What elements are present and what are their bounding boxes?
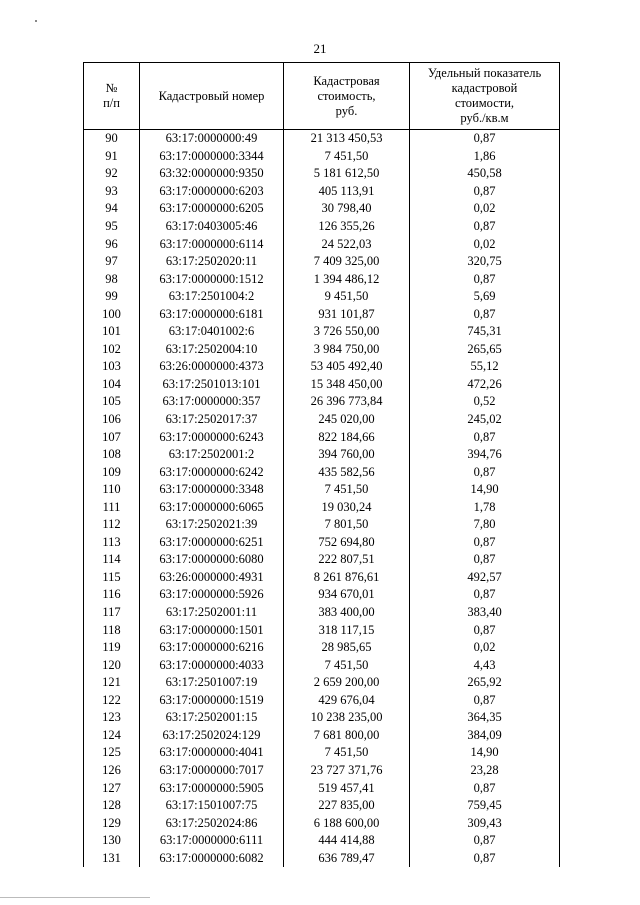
- table-row: [84, 779, 560, 797]
- cadastral-number-cell: 63:17:0000000:4033: [140, 656, 284, 674]
- specific-index-cell: 1,86: [410, 148, 560, 166]
- header-specific-index: Удельный показатель кадастровой стоимости, руб./кв.м: [410, 63, 560, 130]
- table-header: [84, 63, 560, 130]
- row-number-cell: 115: [84, 569, 140, 587]
- cadastral-number-cell: 63:32:0000000:9350: [140, 165, 284, 183]
- cadastral-cost-cell: 3 984 750,00: [284, 341, 410, 359]
- row-number-cell: 129: [84, 814, 140, 832]
- specific-index-cell: 0,87: [410, 832, 560, 850]
- table-row: [84, 130, 560, 148]
- cadastral-number-cell: 63:17:2502001:2: [140, 446, 284, 464]
- specific-index-cell: 0,87: [410, 218, 560, 236]
- table-row: [84, 481, 560, 499]
- cadastral-cost-cell: 934 670,01: [284, 586, 410, 604]
- specific-index-cell: 0,87: [410, 270, 560, 288]
- row-number-cell: 110: [84, 481, 140, 499]
- cadastral-number-cell: 63:17:0000000:6080: [140, 551, 284, 569]
- page-number: 21: [313, 41, 327, 56]
- row-number-cell: 116: [84, 586, 140, 604]
- cadastral-number-cell: 63:26:0000000:4931: [140, 569, 284, 587]
- cadastral-cost-cell: 383 400,00: [284, 604, 410, 622]
- cadastral-number-cell: 63:17:0000000:7017: [140, 762, 284, 780]
- specific-index-cell: 745,31: [410, 323, 560, 341]
- specific-index-cell: 492,57: [410, 569, 560, 587]
- cadastral-number-cell: 63:17:2502017:37: [140, 411, 284, 429]
- cadastral-cost-cell: 245 020,00: [284, 411, 410, 429]
- table-row: [84, 200, 560, 218]
- cadastral-cost-cell: 7 409 325,00: [284, 253, 410, 271]
- specific-index-cell: 265,92: [410, 674, 560, 692]
- row-number-cell: 92: [84, 165, 140, 183]
- cadastral-number-cell: 63:17:0000000:6251: [140, 534, 284, 552]
- cadastral-cost-cell: 519 457,41: [284, 779, 410, 797]
- table-row: [84, 797, 560, 815]
- row-number-cell: 124: [84, 727, 140, 745]
- specific-index-cell: 450,58: [410, 165, 560, 183]
- row-number-cell: 122: [84, 692, 140, 710]
- cadastral-cost-cell: 7 451,50: [284, 148, 410, 166]
- row-number-cell: 95: [84, 218, 140, 236]
- specific-index-cell: 0,87: [410, 779, 560, 797]
- cadastral-cost-cell: 30 798,40: [284, 200, 410, 218]
- cadastral-cost-cell: 931 101,87: [284, 305, 410, 323]
- specific-index-cell: 0,87: [410, 428, 560, 446]
- table-row: [84, 253, 560, 271]
- cadastral-cost-cell: 10 238 235,00: [284, 709, 410, 727]
- table-row: [84, 393, 560, 411]
- row-number-cell: 98: [84, 270, 140, 288]
- specific-index-cell: 1,78: [410, 498, 560, 516]
- row-number-cell: 93: [84, 183, 140, 201]
- table-row: [84, 656, 560, 674]
- specific-index-cell: 0,87: [410, 692, 560, 710]
- cadastral-cost-cell: 822 184,66: [284, 428, 410, 446]
- row-number-cell: 126: [84, 762, 140, 780]
- table-row: [84, 235, 560, 253]
- table-row: [84, 463, 560, 481]
- specific-index-cell: 0,87: [410, 463, 560, 481]
- specific-index-cell: 309,43: [410, 814, 560, 832]
- specific-index-cell: 7,80: [410, 516, 560, 534]
- row-number-cell: 91: [84, 148, 140, 166]
- row-number-cell: 119: [84, 639, 140, 657]
- cadastral-cost-cell: 435 582,56: [284, 463, 410, 481]
- row-number-cell: 102: [84, 341, 140, 359]
- cadastral-number-cell: 63:17:0000000:6203: [140, 183, 284, 201]
- table-row: [84, 270, 560, 288]
- specific-index-cell: 4,43: [410, 656, 560, 674]
- row-number-cell: 108: [84, 446, 140, 464]
- cadastral-cost-cell: 28 985,65: [284, 639, 410, 657]
- cadastral-cost-table: [83, 62, 560, 867]
- cadastral-cost-cell: 752 694,80: [284, 534, 410, 552]
- specific-index-cell: 383,40: [410, 604, 560, 622]
- cadastral-cost-cell: 394 760,00: [284, 446, 410, 464]
- cadastral-cost-cell: 405 113,91: [284, 183, 410, 201]
- row-number-cell: 109: [84, 463, 140, 481]
- row-number-cell: 104: [84, 376, 140, 394]
- cadastral-number-cell: 63:17:2501007:19: [140, 674, 284, 692]
- specific-index-cell: 759,45: [410, 797, 560, 815]
- specific-index-cell: 0,87: [410, 551, 560, 569]
- cadastral-number-cell: 63:17:0000000:3344: [140, 148, 284, 166]
- table-row: [84, 165, 560, 183]
- cadastral-number-cell: 63:17:0000000:5905: [140, 779, 284, 797]
- row-number-cell: 97: [84, 253, 140, 271]
- table-row: [84, 288, 560, 306]
- cadastral-cost-cell: 53 405 492,40: [284, 358, 410, 376]
- header-num: № п/п: [84, 63, 140, 130]
- cadastral-cost-cell: 1 394 486,12: [284, 270, 410, 288]
- cadastral-cost-cell: 7 451,50: [284, 481, 410, 499]
- table-body: [84, 130, 560, 867]
- cadastral-number-cell: 63:17:0000000:6243: [140, 428, 284, 446]
- table-row: [84, 358, 560, 376]
- cadastral-number-cell: 63:17:2502024:129: [140, 727, 284, 745]
- row-number-cell: 112: [84, 516, 140, 534]
- cadastral-number-cell: 63:17:0000000:6181: [140, 305, 284, 323]
- cadastral-cost-cell: 2 659 200,00: [284, 674, 410, 692]
- specific-index-cell: 472,26: [410, 376, 560, 394]
- cadastral-number-cell: 63:17:0000000:1512: [140, 270, 284, 288]
- table-row: [84, 305, 560, 323]
- cadastral-number-cell: 63:17:0000000:6216: [140, 639, 284, 657]
- cadastral-number-cell: 63:17:2501004:2: [140, 288, 284, 306]
- cadastral-cost-cell: 24 522,03: [284, 235, 410, 253]
- row-number-cell: 113: [84, 534, 140, 552]
- cadastral-number-cell: 63:17:0000000:3348: [140, 481, 284, 499]
- specific-index-cell: 0,52: [410, 393, 560, 411]
- specific-index-cell: 0,87: [410, 305, 560, 323]
- table-row: [84, 674, 560, 692]
- row-number-cell: 128: [84, 797, 140, 815]
- cadastral-number-cell: 63:17:0000000:6114: [140, 235, 284, 253]
- table-row: [84, 639, 560, 657]
- cadastral-cost-cell: 429 676,04: [284, 692, 410, 710]
- specific-index-cell: 23,28: [410, 762, 560, 780]
- row-number-cell: 106: [84, 411, 140, 429]
- cadastral-cost-cell: 126 355,26: [284, 218, 410, 236]
- cadastral-number-cell: 63:17:0000000:6111: [140, 832, 284, 850]
- row-number-cell: 103: [84, 358, 140, 376]
- row-number-cell: 111: [84, 498, 140, 516]
- table-row: [84, 534, 560, 552]
- scan-speck: [35, 20, 37, 22]
- table-row: [84, 604, 560, 622]
- cadastral-cost-cell: 3 726 550,00: [284, 323, 410, 341]
- cadastral-cost-cell: 227 835,00: [284, 797, 410, 815]
- specific-index-cell: 0,02: [410, 200, 560, 218]
- row-number-cell: 107: [84, 428, 140, 446]
- cadastral-cost-cell: 7 801,50: [284, 516, 410, 534]
- cadastral-number-cell: 63:17:0000000:5926: [140, 586, 284, 604]
- cadastral-cost-cell: 6 188 600,00: [284, 814, 410, 832]
- header-cadastral-number: Кадастровый номер: [140, 63, 284, 130]
- cadastral-cost-cell: 15 348 450,00: [284, 376, 410, 394]
- table-row: [84, 323, 560, 341]
- cadastral-number-cell: 63:17:0000000:6065: [140, 498, 284, 516]
- cadastral-number-cell: 63:17:2501013:101: [140, 376, 284, 394]
- cadastral-number-cell: 63:17:2502004:10: [140, 341, 284, 359]
- specific-index-cell: 245,02: [410, 411, 560, 429]
- cadastral-number-cell: 63:17:2502001:11: [140, 604, 284, 622]
- row-number-cell: 123: [84, 709, 140, 727]
- row-number-cell: 130: [84, 832, 140, 850]
- table-row: [84, 551, 560, 569]
- cadastral-number-cell: 63:17:0000000:357: [140, 393, 284, 411]
- cadastral-cost-cell: 19 030,24: [284, 498, 410, 516]
- cadastral-cost-cell: 23 727 371,76: [284, 762, 410, 780]
- cadastral-number-cell: 63:17:0000000:6205: [140, 200, 284, 218]
- row-number-cell: 90: [84, 130, 140, 148]
- row-number-cell: 120: [84, 656, 140, 674]
- cadastral-number-cell: 63:17:0403005:46: [140, 218, 284, 236]
- specific-index-cell: 394,76: [410, 446, 560, 464]
- table-row: [84, 498, 560, 516]
- scan-edge-line: [0, 897, 150, 898]
- cadastral-number-cell: 63:17:0000000:6242: [140, 463, 284, 481]
- specific-index-cell: 364,35: [410, 709, 560, 727]
- specific-index-cell: 14,90: [410, 744, 560, 762]
- specific-index-cell: 0,02: [410, 235, 560, 253]
- table-row: [84, 814, 560, 832]
- row-number-cell: 121: [84, 674, 140, 692]
- row-number-cell: 96: [84, 235, 140, 253]
- cadastral-number-cell: 63:17:2502021:39: [140, 516, 284, 534]
- cadastral-number-cell: 63:17:0000000:1519: [140, 692, 284, 710]
- cadastral-number-cell: 63:17:2502024:86: [140, 814, 284, 832]
- table-row: [84, 849, 560, 867]
- table-row: [84, 446, 560, 464]
- specific-index-cell: 384,09: [410, 727, 560, 745]
- specific-index-cell: 0,87: [410, 849, 560, 867]
- specific-index-cell: 55,12: [410, 358, 560, 376]
- table-row: [84, 744, 560, 762]
- specific-index-cell: 0,87: [410, 130, 560, 148]
- specific-index-cell: 0,87: [410, 183, 560, 201]
- cadastral-number-cell: 63:17:1501007:75: [140, 797, 284, 815]
- table-row: [84, 709, 560, 727]
- cadastral-number-cell: 63:17:2502020:11: [140, 253, 284, 271]
- specific-index-cell: 320,75: [410, 253, 560, 271]
- cadastral-cost-cell: 7 681 800,00: [284, 727, 410, 745]
- cadastral-cost-cell: 5 181 612,50: [284, 165, 410, 183]
- row-number-cell: 99: [84, 288, 140, 306]
- row-number-cell: 131: [84, 849, 140, 867]
- specific-index-cell: 5,69: [410, 288, 560, 306]
- row-number-cell: 114: [84, 551, 140, 569]
- cadastral-number-cell: 63:17:0000000:6082: [140, 849, 284, 867]
- specific-index-cell: 14,90: [410, 481, 560, 499]
- table-row: [84, 569, 560, 587]
- cadastral-number-cell: 63:17:0000000:49: [140, 130, 284, 148]
- row-number-cell: 127: [84, 779, 140, 797]
- table-row: [84, 762, 560, 780]
- cadastral-number-cell: 63:17:0401002:6: [140, 323, 284, 341]
- cadastral-cost-cell: 636 789,47: [284, 849, 410, 867]
- cadastral-number-cell: 63:17:0000000:1501: [140, 621, 284, 639]
- cadastral-cost-cell: 444 414,88: [284, 832, 410, 850]
- table-row: [84, 727, 560, 745]
- table-row: [84, 692, 560, 710]
- cadastral-number-cell: 63:17:2502001:15: [140, 709, 284, 727]
- specific-index-cell: 265,65: [410, 341, 560, 359]
- cadastral-cost-cell: 7 451,50: [284, 744, 410, 762]
- table-row: [84, 218, 560, 236]
- table-row: [84, 586, 560, 604]
- table-row: [84, 148, 560, 166]
- row-number-cell: 94: [84, 200, 140, 218]
- specific-index-cell: 0,87: [410, 534, 560, 552]
- cadastral-cost-cell: 8 261 876,61: [284, 569, 410, 587]
- table-row: [84, 832, 560, 850]
- cadastral-cost-cell: 7 451,50: [284, 656, 410, 674]
- row-number-cell: 101: [84, 323, 140, 341]
- row-number-cell: 118: [84, 621, 140, 639]
- cadastral-number-cell: 63:26:0000000:4373: [140, 358, 284, 376]
- specific-index-cell: 0,02: [410, 639, 560, 657]
- cadastral-cost-cell: 318 117,15: [284, 621, 410, 639]
- row-number-cell: 125: [84, 744, 140, 762]
- cadastral-cost-cell: 9 451,50: [284, 288, 410, 306]
- row-number-cell: 117: [84, 604, 140, 622]
- row-number-cell: 100: [84, 305, 140, 323]
- table-row: [84, 621, 560, 639]
- table-row: [84, 516, 560, 534]
- cadastral-cost-cell: 222 807,51: [284, 551, 410, 569]
- table-row: [84, 341, 560, 359]
- specific-index-cell: 0,87: [410, 586, 560, 604]
- cadastral-cost-cell: 21 313 450,53: [284, 130, 410, 148]
- table-row: [84, 428, 560, 446]
- specific-index-cell: 0,87: [410, 621, 560, 639]
- table-row: [84, 411, 560, 429]
- table-row: [84, 183, 560, 201]
- header-row: [84, 63, 560, 130]
- header-cadastral-cost: Кадастровая стоимость, руб.: [284, 63, 410, 130]
- cadastral-number-cell: 63:17:0000000:4041: [140, 744, 284, 762]
- table-row: [84, 376, 560, 394]
- cadastral-cost-cell: 26 396 773,84: [284, 393, 410, 411]
- row-number-cell: 105: [84, 393, 140, 411]
